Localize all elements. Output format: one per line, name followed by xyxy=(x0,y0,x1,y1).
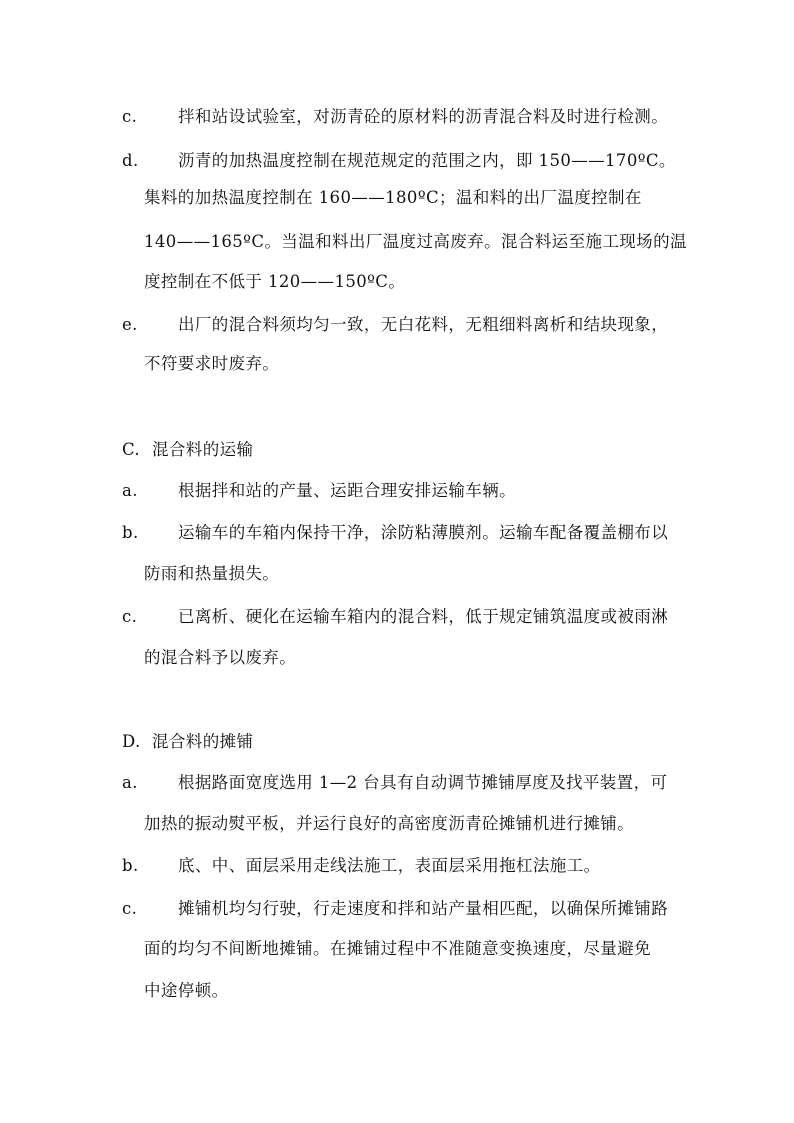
list-item-text: 摊铺机均匀行驶，行走速度和拌和站产量相匹配，以确保所摊铺路 xyxy=(178,899,669,918)
list-marker: c. xyxy=(122,899,138,918)
list-item-text: 拌和站设试验室，对沥青砼的原材料的沥青混合料及时进行检测。 xyxy=(178,107,669,126)
list-item-text: 运输车的车箱内保持干净，涂防粘薄膜剂。运输车配备覆盖棚布以 xyxy=(178,523,669,542)
list-item-text: 沥青的加热温度控制在规范规定的范围之内，即 150——170ºC。 xyxy=(178,151,676,170)
list-item-text: 的混合料予以废弃。 xyxy=(144,648,297,667)
list-marker: e. xyxy=(122,315,138,334)
list-item-text: 防雨和热量损失。 xyxy=(144,564,280,583)
list-item-text: 集料的加热温度控制在 160——180ºC；温和料的出厂温度控制在 xyxy=(144,188,642,207)
list-item-text: 根据路面宽度选用 1—2 台具有自动调节摊铺厚度及找平装置，可 xyxy=(178,773,668,792)
section-heading: 混合料的运输 xyxy=(152,440,254,459)
list-item-text: 面的均匀不间断地摊铺。在摊铺过程中不准随意变换速度，尽量避免 xyxy=(144,939,651,958)
list-marker: c. xyxy=(122,107,138,126)
list-item-text: 加热的振动熨平板，并运行良好的高密度沥青砼摊铺机进行摊铺。 xyxy=(144,814,635,833)
list-marker: c. xyxy=(122,607,138,626)
section-marker: D. xyxy=(122,732,141,751)
list-item-text: 140——165ºC。当温和料出厂温度过高废弃。混合料运至施工现场的温 xyxy=(144,232,687,251)
list-item-text: 根据拌和站的产量、运距合理安排运输车辆。 xyxy=(178,481,516,500)
list-item-text: 出厂的混合料须均匀一致，无白花料，无粗细料离析和结块现象， xyxy=(178,315,669,334)
list-item-text: 底、中、面层采用走线法施工，表面层采用拖杠法施工。 xyxy=(178,856,601,875)
list-marker: a. xyxy=(122,481,138,500)
list-item-text: 中途停顿。 xyxy=(144,981,229,1000)
list-item-text: 已离析、硬化在运输车箱内的混合料，低于规定铺筑温度或被雨淋 xyxy=(178,607,669,626)
list-item-text: 不符要求时废弃。 xyxy=(144,354,280,373)
section-heading: 混合料的摊铺 xyxy=(152,732,254,751)
list-marker: d. xyxy=(122,151,139,170)
section-marker: C. xyxy=(122,440,141,459)
list-marker: a. xyxy=(122,773,138,792)
list-marker: b. xyxy=(122,856,139,875)
list-marker: b. xyxy=(122,523,139,542)
list-item-text: 度控制在不低于 120——150ºC。 xyxy=(144,272,406,291)
